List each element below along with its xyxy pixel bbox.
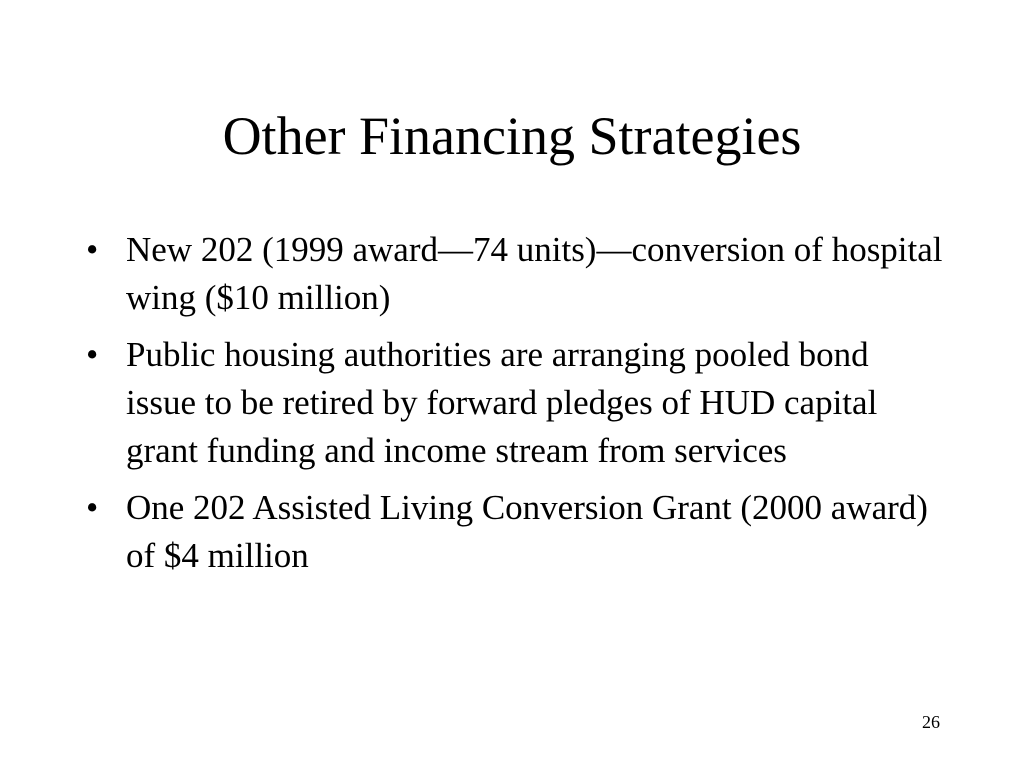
bullet-icon: • bbox=[86, 230, 99, 269]
bullet-item bbox=[86, 331, 946, 475]
slide-title: Other Financing Strategies bbox=[222, 106, 802, 166]
bullet-item bbox=[86, 226, 946, 322]
bullet-icon: • bbox=[86, 335, 99, 374]
bullet-text: New 202 (1999 award—74 units)—conversion of hospital wing ($10 million) bbox=[126, 230, 943, 317]
bullet-list bbox=[86, 226, 946, 589]
bullet-icon: • bbox=[86, 488, 99, 527]
bullet-text: One 202 Assisted Living Conversion Grant (2000 award) of $4 million bbox=[126, 488, 928, 575]
bullet-item bbox=[86, 484, 946, 580]
bullet-text: Public housing authorities are arranging pooled bond issue to be retired by forward pledges of HUD capital grant funding and income stream from services bbox=[126, 335, 878, 470]
page-number: 26 bbox=[922, 712, 940, 732]
